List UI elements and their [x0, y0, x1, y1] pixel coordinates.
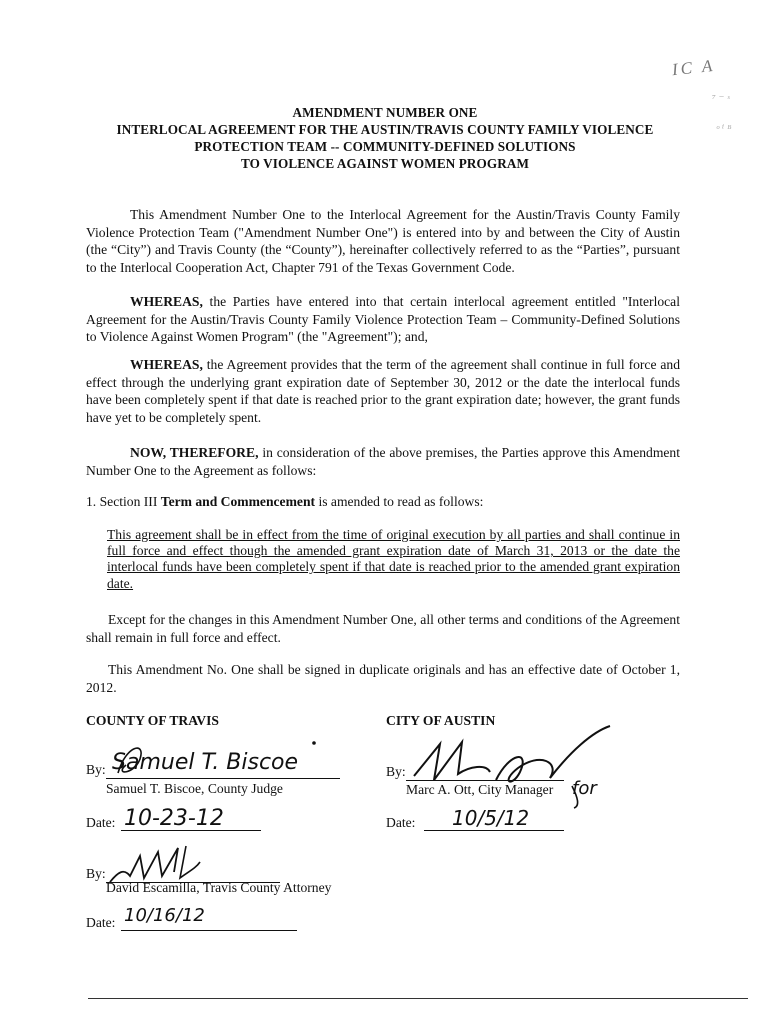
attorney-signer: David Escamilla, Travis County Attorney	[106, 880, 332, 895]
section-title: Term and Commencement	[160, 494, 316, 509]
date-line	[121, 930, 297, 931]
city-date-label: Date:	[386, 815, 416, 830]
stamp-mark: ᵒ ⁱ ᴮ	[716, 123, 732, 135]
now-therefore-text: in consideration of the above premises, the Parties approve this Amendment Number One to the Agreement as follows:	[86, 445, 680, 478]
title-line: AMENDMENT NUMBER ONE	[292, 105, 478, 120]
title-line: PROTECTION TEAM -- COMMUNITY-DEFINED SOLUTIONS	[194, 139, 576, 154]
title-line: INTERLOCAL AGREEMENT FOR THE AUSTIN/TRAVIS COUNTY FAMILY VIOLENCE	[116, 122, 654, 137]
margin-note: IC A	[671, 55, 717, 80]
intro-paragraph: This Amendment Number One to the Interlocal Agreement for the Austin/Travis County Family Violence Protection Team ("Amendment Number One") is entered into by and between the City of Austin (the “City”) and Travis County (the “County”), hereinafter collectively referred to as the “Parties”, pursuant to the Interlocal Cooperation Act, Chapter 791 of the Texas Government Code.	[86, 207, 680, 275]
county-signature-stroke	[106, 735, 346, 785]
whereas-lead: WHEREAS,	[130, 357, 203, 372]
section-prefix: 1. Section III	[86, 494, 161, 509]
city-header: CITY OF AUSTIN	[386, 713, 496, 728]
city-by-label: By:	[386, 764, 406, 779]
county-signer: Samuel T. Biscoe, County Judge	[106, 781, 283, 796]
county-by-label: By:	[86, 762, 106, 777]
document-title	[80, 104, 690, 172]
whereas-paragraph-1	[86, 293, 680, 346]
city-signer: Marc A. Ott, City Manager	[406, 782, 554, 797]
whereas-paragraph-2	[86, 356, 680, 426]
section-item	[86, 493, 680, 511]
effective-paragraph: This Amendment No. One shall be signed in duplicate originals and has an effective date of October 1, 2012.	[86, 662, 680, 695]
stamp-mark: ⁷ ⁻ ˢ	[712, 93, 730, 105]
whereas-text: the Parties have entered into that certain interlocal agreement entitled "Interlocal Agreement for the Austin/Travis County Family Violence Protection Team – Community-Defined Solutions to Violence Against Women Program" (the "Agreement"); and,	[86, 294, 680, 345]
city-for-note: for	[572, 778, 597, 799]
county-signature: Samuel T. Biscoe	[112, 750, 299, 775]
attorney-by-label: By:	[86, 866, 106, 881]
attorney-date-label: Date:	[86, 915, 116, 930]
except-paragraph: Except for the changes in this Amendment Number One, all other terms and conditions of the Agreement shall remain in full force and effect.	[86, 612, 680, 645]
county-header: COUNTY OF TRAVIS	[86, 713, 219, 728]
section-suffix: is amended to read as follows:	[315, 494, 484, 509]
now-therefore-lead: NOW, THEREFORE,	[130, 445, 259, 460]
attorney-date-value: 10/16/12	[124, 905, 205, 926]
bottom-divider	[88, 998, 748, 999]
whereas-lead: WHEREAS,	[130, 294, 203, 309]
now-therefore-paragraph	[86, 444, 680, 479]
date-line	[424, 830, 564, 831]
county-date-label: Date:	[86, 815, 116, 830]
city-date-value: 10/5/12	[452, 806, 530, 830]
whereas-text: the Agreement provides that the term of the agreement shall continue in full force and effect through the underlying grant expiration date of September 30, 2012 or the date the interlocal funds have been completely spent if that date is reached prior to the grant expiration date; however, the grant funds have yet to be completely spent.	[86, 357, 680, 425]
amended-text: This agreement shall be in effect from the time of original execution by all parties and shall continue in full force and effect though the amended grant expiration date of March 31, 2013 or the date the interlocal funds have been completely spent if that date is reached prior to the amended grant expiration date.	[107, 527, 680, 591]
title-line: TO VIOLENCE AGAINST WOMEN PROGRAM	[240, 156, 530, 171]
county-date-value: 10-23-12	[124, 806, 224, 831]
